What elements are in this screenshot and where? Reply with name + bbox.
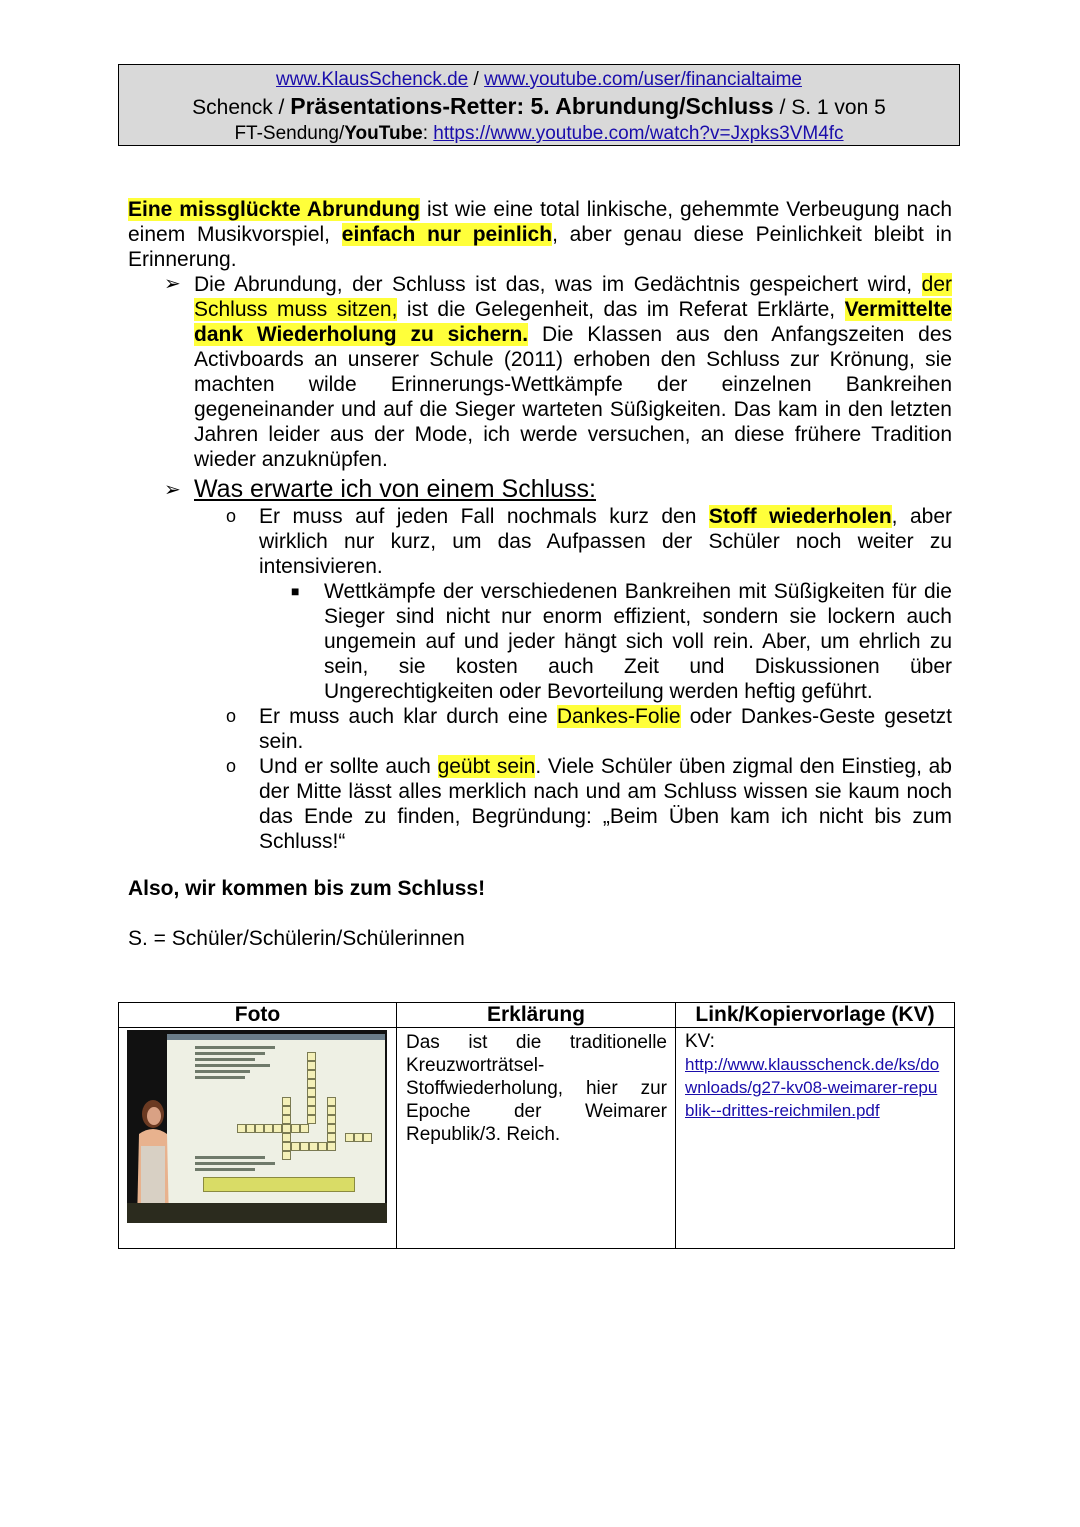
- kv-block: [676, 1028, 954, 1122]
- page-info: / S. 1 von 5: [773, 96, 886, 119]
- main-content: [128, 197, 952, 854]
- sub-3-part-2: . Viele Schüler üben zigmal den Einstieg, ab der Mitte lässt alles merklich nach und am Schluss wissen sie kaum noch das Ende zu finden, Begründung: „Beim Üben kam ich nicht bis zum Schluss!“: [259, 755, 952, 853]
- bullet-1-highlight-1: der Schluss muss sitzen,: [194, 273, 952, 321]
- sub-2-part-2: oder Dankes-Geste gesetzt sein.: [259, 705, 953, 753]
- kv-label: KV:: [685, 1031, 715, 1052]
- bullet-1-part-1: Die Abrundung, der Schluss ist das, was im Gedächtnis gespeichert wird,: [194, 273, 922, 296]
- ft-label: FT-Sendung/: [234, 123, 345, 144]
- link-cell: [676, 1028, 955, 1249]
- explanation-text: Das ist die traditionelle Kreuzworträtsel-Stoffwiederholung, hier zur Epoche der Weimarer Republik/3. Reich.: [406, 1032, 667, 1145]
- sub-item-1: [128, 504, 952, 579]
- bullet-1-part-2: ist die Gelegenheit, das im Referat Erklärte,: [397, 298, 845, 321]
- author-prefix: Schenck /: [192, 96, 291, 119]
- sub-item-2-text: [259, 704, 952, 754]
- header-links: [119, 67, 959, 93]
- header-video-line: [119, 121, 959, 147]
- arrow-bullet-icon: ➢: [164, 479, 181, 501]
- intro-text-2: , aber genau diese Peinlichkeit bleibt in Erinnerung.: [128, 223, 952, 271]
- square-bullet-icon: ■: [291, 583, 300, 599]
- intro-highlight-2: einfach nur peinlich: [341, 223, 553, 246]
- sub-1-part-2: , aber wirklich nur kurz, um das Aufpassen der Schüler noch weiter zu intensivieren.: [259, 505, 952, 578]
- header-link: Link/Kopiervorlage (KV): [676, 1003, 955, 1028]
- yt-label: YouTube: [344, 123, 423, 144]
- header-title-line: [119, 93, 959, 121]
- sub-1-part-1: Er muss auf jeden Fall nochmals kurz den: [259, 505, 709, 528]
- bullet-item-2: [128, 474, 952, 504]
- document-title: Präsentations-Retter: 5. Abrundung/Schluss: [290, 93, 774, 119]
- conclusion-text: Also, wir kommen bis zum Schluss!: [128, 877, 486, 900]
- sub-item-1-text: [259, 504, 952, 579]
- sub-item-3: [128, 754, 952, 854]
- section-heading: Was erwarte ich von einem Schluss:: [194, 475, 597, 503]
- table-row: [119, 1028, 955, 1249]
- arrow-bullet-icon: ➢: [164, 273, 181, 295]
- sub-2-highlight: Dankes-Folie: [556, 705, 681, 728]
- table-header-row: [119, 1003, 955, 1028]
- activboard-screen: [167, 1034, 385, 1206]
- header-foto: Foto: [119, 1003, 397, 1028]
- sub-sub-item-1: [128, 579, 952, 704]
- sub-sub-item-1-text: Wettkämpfe der verschiedenen Bankreihen mit Süßigkeiten für die Sieger sind nicht nur enorm effizient, sondern sie lockern auch ungemein auf und jeder hängt sich voll rein. Aber, um ehrlich zu sein, sie kosten auch Zeit und Diskussionen über Ungerechtigkeiten oder Bevorteilung werden heftig geführt.: [324, 580, 952, 703]
- classroom-photo: [127, 1030, 387, 1223]
- resource-table: [118, 1002, 955, 1249]
- circle-bullet-icon: o: [226, 756, 237, 776]
- sub-item-2: [128, 704, 952, 754]
- circle-bullet-icon: o: [226, 506, 237, 526]
- sub-3-highlight: geübt sein: [437, 755, 536, 778]
- intro-highlight-1: Eine missglückte Abrundung: [128, 198, 421, 221]
- bullet-1-highlight-2: Vermittelte dank Wiederholung zu sichern.: [194, 298, 952, 346]
- kv-download-link[interactable]: http://www.klausschenck.de/ks/downloads/g27-kv08-weimarer-republik--drittes-reichmilen.pdf: [685, 1055, 940, 1120]
- explanation-cell: [397, 1028, 676, 1249]
- header-separator: /: [468, 69, 485, 90]
- sub-1-highlight: Stoff wiederholen: [708, 505, 892, 528]
- sub-3-part-1: Und er sollte auch: [259, 755, 438, 778]
- youtube-channel-link[interactable]: www.youtube.com/user/financialtaime: [484, 69, 802, 90]
- page-header: [118, 64, 960, 146]
- intro-text-1: ist wie eine total linkische, gehemmte Verbeugung nach einem Musikvorspiel,: [128, 198, 952, 246]
- yt-colon: :: [422, 123, 434, 144]
- sub-item-3-text: [259, 754, 952, 854]
- bullet-1-text: [194, 272, 952, 472]
- header-erklaerung: Erklärung: [397, 1003, 676, 1028]
- video-link[interactable]: https://www.youtube.com/watch?v=Jxpks3VM4fc: [433, 123, 844, 144]
- sub-2-part-1: Er muss auch klar durch eine: [259, 705, 557, 728]
- circle-bullet-icon: o: [226, 706, 237, 726]
- intro-paragraph: [128, 197, 952, 272]
- website-link[interactable]: www.KlausSchenck.de: [276, 69, 469, 90]
- bullet-1-part-3: Die Klassen aus den Anfangszeiten des Activboards an unserer Schule (2011) erhoben den Schluss zur Krönung, sie machten wilde Erinnerungs-Wettkämpfe der einzelnen Bankreihen gegeneinander und auf die Sieger warteten Süßigkeiten. Das kam in den letzten Jahren leider aus der Mode, ich werde versuchen, an diese frühere Tradition wieder anzuknüpfen.: [194, 323, 953, 471]
- bullet-item-1: [128, 272, 952, 472]
- abbreviation-note: S. = Schüler/Schülerin/Schülerinnen: [128, 927, 465, 950]
- photo-cell: [119, 1028, 397, 1249]
